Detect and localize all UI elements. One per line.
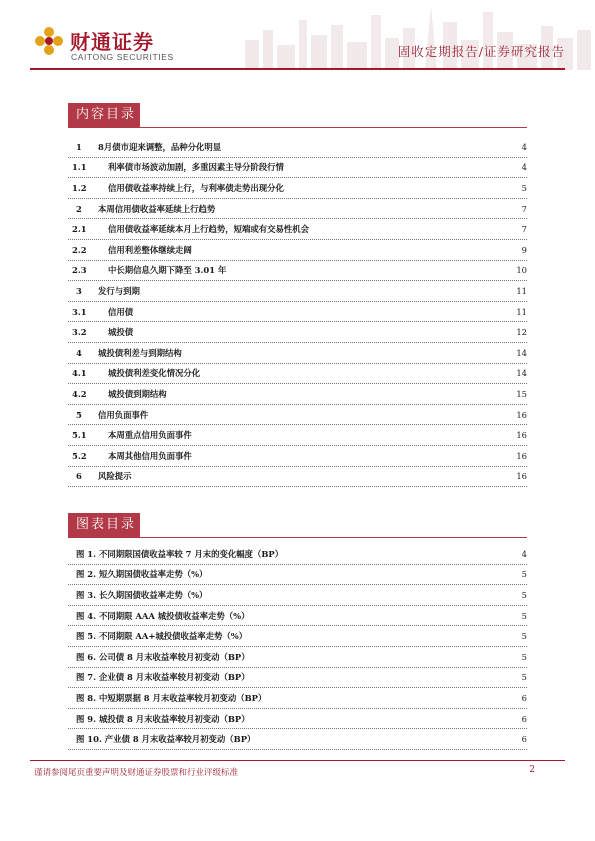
report-type-label: 固收定期报告/证券研究报告 [397, 44, 565, 59]
figure-entry-page: 6 [521, 734, 527, 745]
toc-entry-page: 7 [521, 224, 527, 235]
toc-entry[interactable] [68, 199, 527, 220]
figure-entry-page: 5 [521, 569, 527, 580]
figures-title: 图表目录 [68, 513, 140, 537]
toc-entry-title: 信用利差整体继续走阔 [108, 244, 192, 255]
toc-title: 内容目录 [68, 103, 140, 127]
toc-entry-page: 5 [521, 182, 527, 193]
toc-entry-title: 8月债市迎来调整，品种分化明显 [98, 141, 222, 152]
toc-entry-number: 5.1 [72, 430, 87, 441]
toc-entry-number: 3 [76, 285, 82, 296]
figure-entry-page: 5 [521, 631, 527, 642]
figure-entry-title: 图 6. 公司债 8 月末收益率较月初变动（BP） [76, 651, 250, 662]
toc-entry-page: 16 [516, 409, 527, 420]
toc-entry-page: 12 [516, 327, 527, 338]
figure-entry[interactable] [68, 668, 527, 689]
toc-entry-number: 3.2 [72, 327, 87, 338]
toc-entry-title: 信用债收益率持续上行，与利率债走势出现分化 [108, 182, 284, 193]
header-divider [30, 68, 565, 70]
figure-entry-title: 图 9. 城投债 8 月末收益率较月初变动（BP） [76, 713, 250, 724]
toc-entry-page: 7 [521, 203, 527, 214]
toc-entry-page: 10 [516, 265, 527, 276]
toc-entry-title: 城投债 [108, 327, 134, 338]
figure-entry[interactable] [68, 647, 527, 668]
toc-entry-number: 2 [76, 203, 82, 214]
toc-entry-title: 本周重点信用负面事件 [108, 430, 192, 441]
figure-entry-title: 图 2. 短久期国债收益率走势（%） [76, 569, 208, 580]
toc-entry[interactable] [68, 178, 527, 199]
toc-entry[interactable] [68, 446, 527, 467]
figure-entry-title: 图 1. 不同期限国债收益率较 7 月末的变化幅度（BP） [76, 548, 284, 559]
figure-entry-page: 5 [521, 651, 527, 662]
disclaimer-note: 谨请参阅尾页重要声明及财通证券股票和行业评级标准 [34, 768, 239, 778]
toc-entry-number: 4.1 [72, 368, 87, 379]
toc-entry-number: 2.2 [72, 244, 87, 255]
figure-entry[interactable] [68, 688, 527, 709]
figure-entry-title: 图 7. 企业债 8 月末收益率较月初变动（BP） [76, 672, 250, 683]
page-number: 2 [529, 765, 535, 775]
toc-entry-number: 6 [76, 471, 82, 482]
toc-entry-title: 城投债利差与到期结构 [98, 347, 182, 358]
toc-entry-number: 5 [76, 409, 82, 420]
toc-entry-title: 城投债利差变化情况分化 [108, 368, 201, 379]
toc-entry[interactable] [68, 384, 527, 405]
figure-entry-page: 6 [521, 713, 527, 724]
toc-entry-title: 信用负面事件 [98, 409, 149, 420]
toc-entry-page: 4 [521, 141, 527, 152]
toc-entry-title: 信用债 [108, 306, 134, 317]
toc-entry-page: 16 [516, 471, 527, 482]
figure-entry[interactable] [68, 709, 527, 730]
toc-entry-page: 16 [516, 430, 527, 441]
figure-entry[interactable] [68, 585, 527, 606]
toc-entry-page: 11 [516, 285, 527, 296]
caitong-logo-icon [34, 26, 64, 56]
figures-list [68, 544, 527, 750]
toc-entry-number: 4.2 [72, 388, 87, 399]
toc-entry-number: 4 [76, 347, 82, 358]
toc-entry-title: 利率债市场波动加剧，多重因素主导分阶段行情 [108, 162, 284, 173]
toc-entry[interactable] [68, 405, 527, 426]
figure-entry-title: 图 4. 不同期限 AAA 城投债收益率走势（%） [76, 610, 250, 621]
figure-entry[interactable] [68, 606, 527, 627]
figure-entry-page: 6 [521, 692, 527, 703]
figure-entry-page: 4 [521, 548, 527, 559]
toc-entry-title: 本周其他信用负面事件 [108, 450, 192, 461]
figure-entry-title: 图 8. 中短期票据 8 月末收益率较月初变动（BP） [76, 692, 267, 703]
brand-name-cn: 财通证券 [70, 30, 154, 54]
toc-entry[interactable] [68, 261, 527, 282]
toc-entry-title: 本周信用债收益率延续上行趋势 [98, 203, 216, 214]
figure-entry-title: 图 10. 产业债 8 月末收益率较月初变动（BP） [76, 734, 256, 745]
toc-entry-page: 15 [516, 388, 527, 399]
toc-entry-page: 9 [521, 244, 527, 255]
toc-entry-page: 14 [516, 347, 527, 358]
toc-entry[interactable] [68, 219, 527, 240]
toc-entry-number: 1 [76, 141, 82, 152]
toc-entry-number: 2.3 [72, 265, 87, 276]
toc-entry[interactable] [68, 467, 527, 488]
toc-entry-page: 4 [521, 162, 527, 173]
toc-entry-number: 1.2 [72, 182, 87, 193]
figure-entry[interactable] [68, 729, 527, 750]
figures-section-header [68, 513, 527, 538]
toc-entry-number: 2.1 [72, 224, 87, 235]
figure-entry-title: 图 5. 不同期限 AA+城投债收益率走势（%） [76, 631, 248, 642]
toc-entry-number: 3.1 [72, 306, 87, 317]
toc-entry[interactable] [68, 322, 527, 343]
toc-section-header [68, 103, 527, 128]
figure-entry[interactable] [68, 565, 527, 586]
toc-entry[interactable] [68, 425, 527, 446]
toc-entry[interactable] [68, 302, 527, 323]
toc-entry-page: 16 [516, 450, 527, 461]
toc-entry-title: 中长期信息久期下降至 3.01 年 [108, 265, 227, 276]
toc-entry[interactable] [68, 137, 527, 158]
page-header [0, 0, 595, 80]
figure-entry-page: 5 [521, 610, 527, 621]
toc-entry-title: 信用债收益率延续本月上行趋势，短端或有交易性机会 [108, 224, 309, 235]
toc-entry[interactable] [68, 364, 527, 385]
footer-divider [30, 760, 565, 761]
toc-entry-page: 11 [516, 306, 527, 317]
toc-entry[interactable] [68, 240, 527, 261]
toc-entry-number: 1.1 [72, 162, 87, 173]
figure-entry-page: 5 [521, 672, 527, 683]
toc-entry-title: 风险提示 [98, 471, 132, 482]
figure-entry-title: 图 3. 长久期国债收益率走势（%） [76, 589, 208, 600]
toc-entry[interactable] [68, 158, 527, 179]
brand-name-en: CAITONG SECURITIES [71, 52, 174, 62]
toc-entry-page: 14 [516, 368, 527, 379]
figure-entry-page: 5 [521, 589, 527, 600]
figure-entry[interactable] [68, 626, 527, 647]
figure-entry[interactable] [68, 544, 527, 565]
toc-entry-number: 5.2 [72, 450, 87, 461]
toc-entry[interactable] [68, 281, 527, 302]
toc-entry-title: 发行与到期 [98, 285, 140, 296]
toc-entry[interactable] [68, 343, 527, 364]
toc-entry-title: 城投债到期结构 [108, 388, 167, 399]
toc-list [68, 137, 527, 487]
